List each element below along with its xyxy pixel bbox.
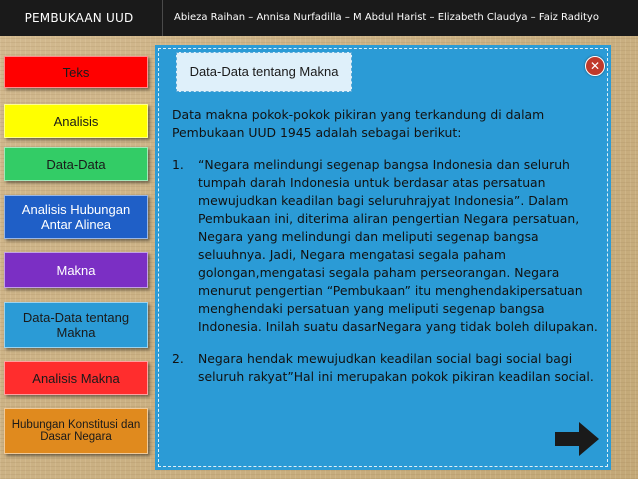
list-item-number: 2. xyxy=(172,351,184,366)
presentation-title: PEMBUKAAN UUD xyxy=(24,11,134,25)
nav-hubungan-konstitusi-label: Hubungan Konstitusi dan Dasar Negara xyxy=(11,419,141,443)
intro-paragraph: Data makna pokok-pokok pikiran yang terkandung di dalam Pembukaan UUD 1945 adalah sebagai berikut: xyxy=(172,107,545,140)
nav-teks-label: Teks xyxy=(62,64,90,80)
nav-hubungan-konstitusi-button[interactable] xyxy=(4,408,148,454)
top-bar xyxy=(0,0,638,36)
nav-analisis-button[interactable] xyxy=(4,104,148,138)
list-item-text: “Negara melindungi segenap bangsa Indonesia dan seluruh tumpah darah Indonesia untuk berdasar atas persatuan mewujudkan keadilan bagi seluruhrajyat Indonesia”. Dalam Pembukaan ini, diterima aliran pengertian Negara persatuan, Negara yang melindungi dan meliputi segenap bangsa seluuhnya. Jadi, Negara mengatasi segala paham golongan,mengatasi segala paham perseorangan. Negara menurut pengertian “Pembukaan” itu menghendakipersatuan menghendaki persatuan yang meliputi segenap bangsa Indonesia. Inilah suatu dasarNegara yang tidak boleh dilupakan. xyxy=(198,157,598,334)
close-button[interactable] xyxy=(585,56,605,76)
list-item-number: 1. xyxy=(172,157,184,172)
top-bar-divider xyxy=(162,0,163,36)
panel-content xyxy=(172,106,602,400)
nav-makna-button[interactable] xyxy=(4,252,148,288)
nav-makna-label: Makna xyxy=(56,262,96,278)
nav-analisis-hubungan-label: Analisis Hubungan Antar Alinea xyxy=(21,202,131,232)
author-list: Abieza Raihan – Annisa Nurfadilla – M Abdul Harist – Elizabeth Claudya – Faiz Radityo xyxy=(174,12,599,23)
panel-title: Data-Data tentang Makna xyxy=(176,52,352,92)
nav-data-tentang-makna-label: Data-Data tentang Makna xyxy=(22,310,130,340)
close-icon: ✕ xyxy=(589,59,601,73)
arrow-right-icon xyxy=(555,422,599,456)
nav-analisis-label: Analisis xyxy=(53,113,99,129)
nav-analisis-makna-label: Analisis Makna xyxy=(32,370,120,386)
next-button[interactable] xyxy=(555,422,599,456)
list-item xyxy=(172,156,602,336)
nav-analisis-makna-button[interactable] xyxy=(4,361,148,395)
nav-data-data-button[interactable] xyxy=(4,147,148,181)
list-item xyxy=(172,350,602,386)
list-item-text: Negara hendak mewujudkan keadilan social bagi social bagi seluruh rakyat”Hal ini merupakan pokok pikiran keadilan social. xyxy=(198,351,594,384)
nav-teks-button[interactable] xyxy=(4,56,148,88)
nav-data-tentang-makna-button[interactable] xyxy=(4,302,148,348)
nav-data-data-label: Data-Data xyxy=(46,156,106,172)
nav-analisis-hubungan-button[interactable] xyxy=(4,195,148,239)
